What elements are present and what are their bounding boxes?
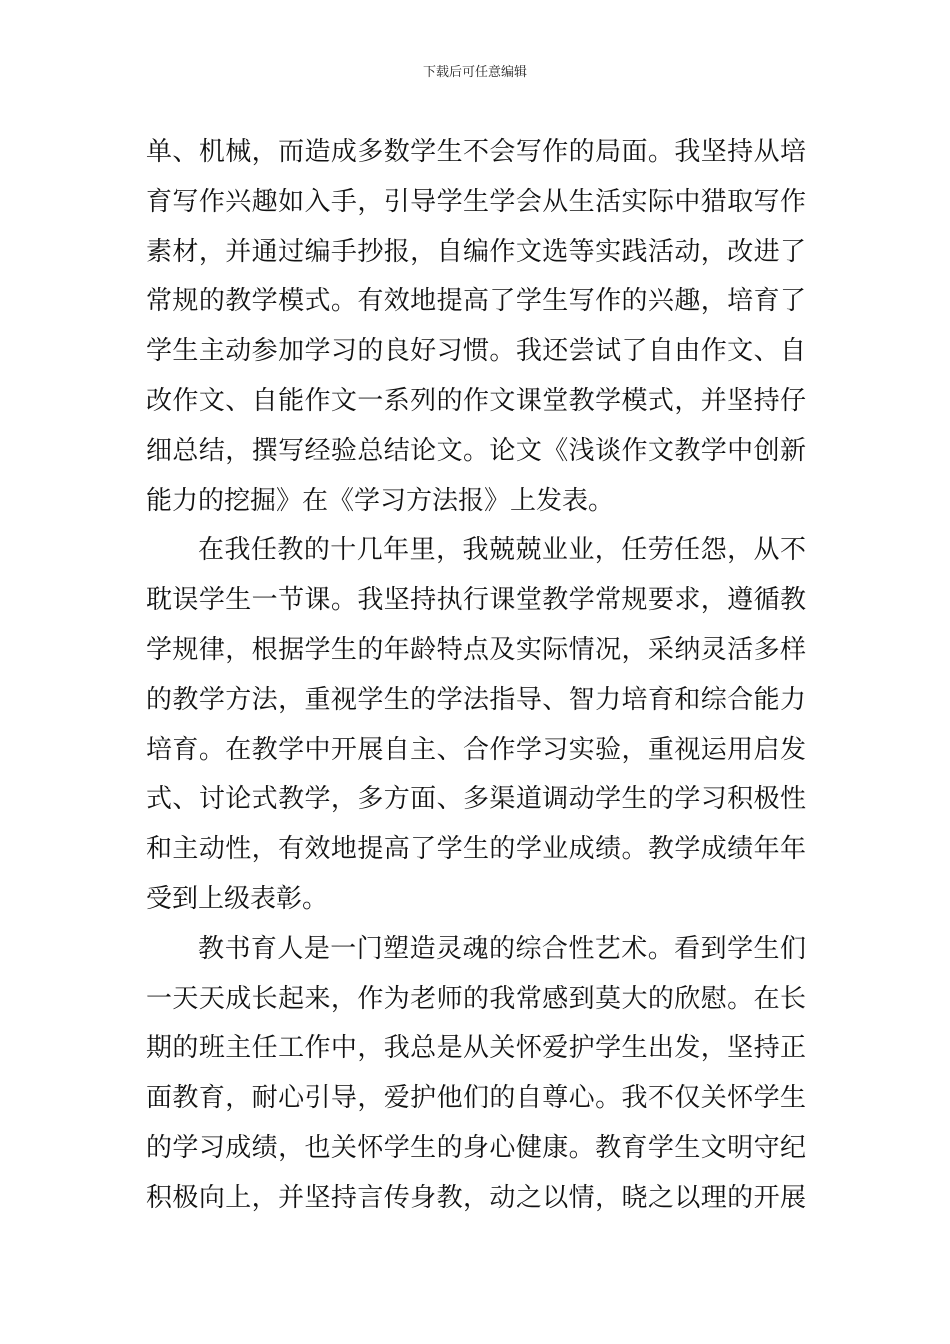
text-line: 受到上级表彰。 xyxy=(146,883,329,914)
paragraph-start-line: 教书育人是一门塑造灵魂的综合性艺术。看到学生们 xyxy=(198,933,806,964)
text-line: 一天天成长起来，作为老师的我常感到莫大的欣慰。在长 xyxy=(146,983,806,1014)
text-line: 和主动性，有效地提高了学生的学业成绩。教学成绩年年 xyxy=(146,834,806,865)
text-line: 学生主动参加学习的良好习惯。我还尝试了自由作文、自 xyxy=(146,336,806,367)
page-header-note: 下载后可任意编辑 xyxy=(422,65,527,80)
text-line: 单、机械，而造成多数学生不会写作的局面。我坚持从培 xyxy=(146,137,806,167)
text-line: 式、讨论式教学，多方面、多渠道调动学生的学习积极性 xyxy=(146,784,806,815)
text-line: 的教学方法，重视学生的学法指导、智力培育和综合能力 xyxy=(146,684,806,715)
text-line: 常规的教学模式。有效地提高了学生写作的兴趣，培育了 xyxy=(146,286,806,317)
text-line: 培育。在教学中开展自主、合作学习实验，重视运用启发 xyxy=(146,734,806,765)
paragraph-start-line: 在我任教的十几年里，我兢兢业业，任劳任怨，从不 xyxy=(198,535,806,566)
text-line: 的学习成绩，也关怀学生的身心健康。教育学生文明守纪 xyxy=(146,1132,806,1163)
document-body xyxy=(146,128,806,1224)
text-line: 面教育，耐心引导，爱护他们的自尊心。我不仅关怀学生 xyxy=(146,1083,806,1114)
text-line: 素材，并通过编手抄报，自编作文选等实践活动，改进了 xyxy=(146,236,806,267)
text-line: 育写作兴趣如入手，引导学生学会从生活实际中猎取写作 xyxy=(146,186,806,217)
text-line: 改作文、自能作文一系列的作文课堂教学模式，并坚持仔 xyxy=(146,385,806,416)
text-line: 积极向上，并坚持言传身教，动之以情，晓之以理的开展 xyxy=(146,1182,806,1213)
text-line: 细总结，撰写经验总结论文。论文《浅谈作文教学中创新 xyxy=(146,435,806,466)
text-line: 学规律，根据学生的年龄特点及实际情况，采纳灵活多样 xyxy=(146,634,806,665)
text-line: 期的班主任工作中，我总是从关怀爱护学生出发，坚持正 xyxy=(146,1033,806,1064)
text-line: 能力的挖掘》在《学习方法报》上发表。 xyxy=(146,485,615,516)
text-line: 耽误学生一节课。我坚持执行课堂教学常规要求，遵循教 xyxy=(146,585,806,616)
